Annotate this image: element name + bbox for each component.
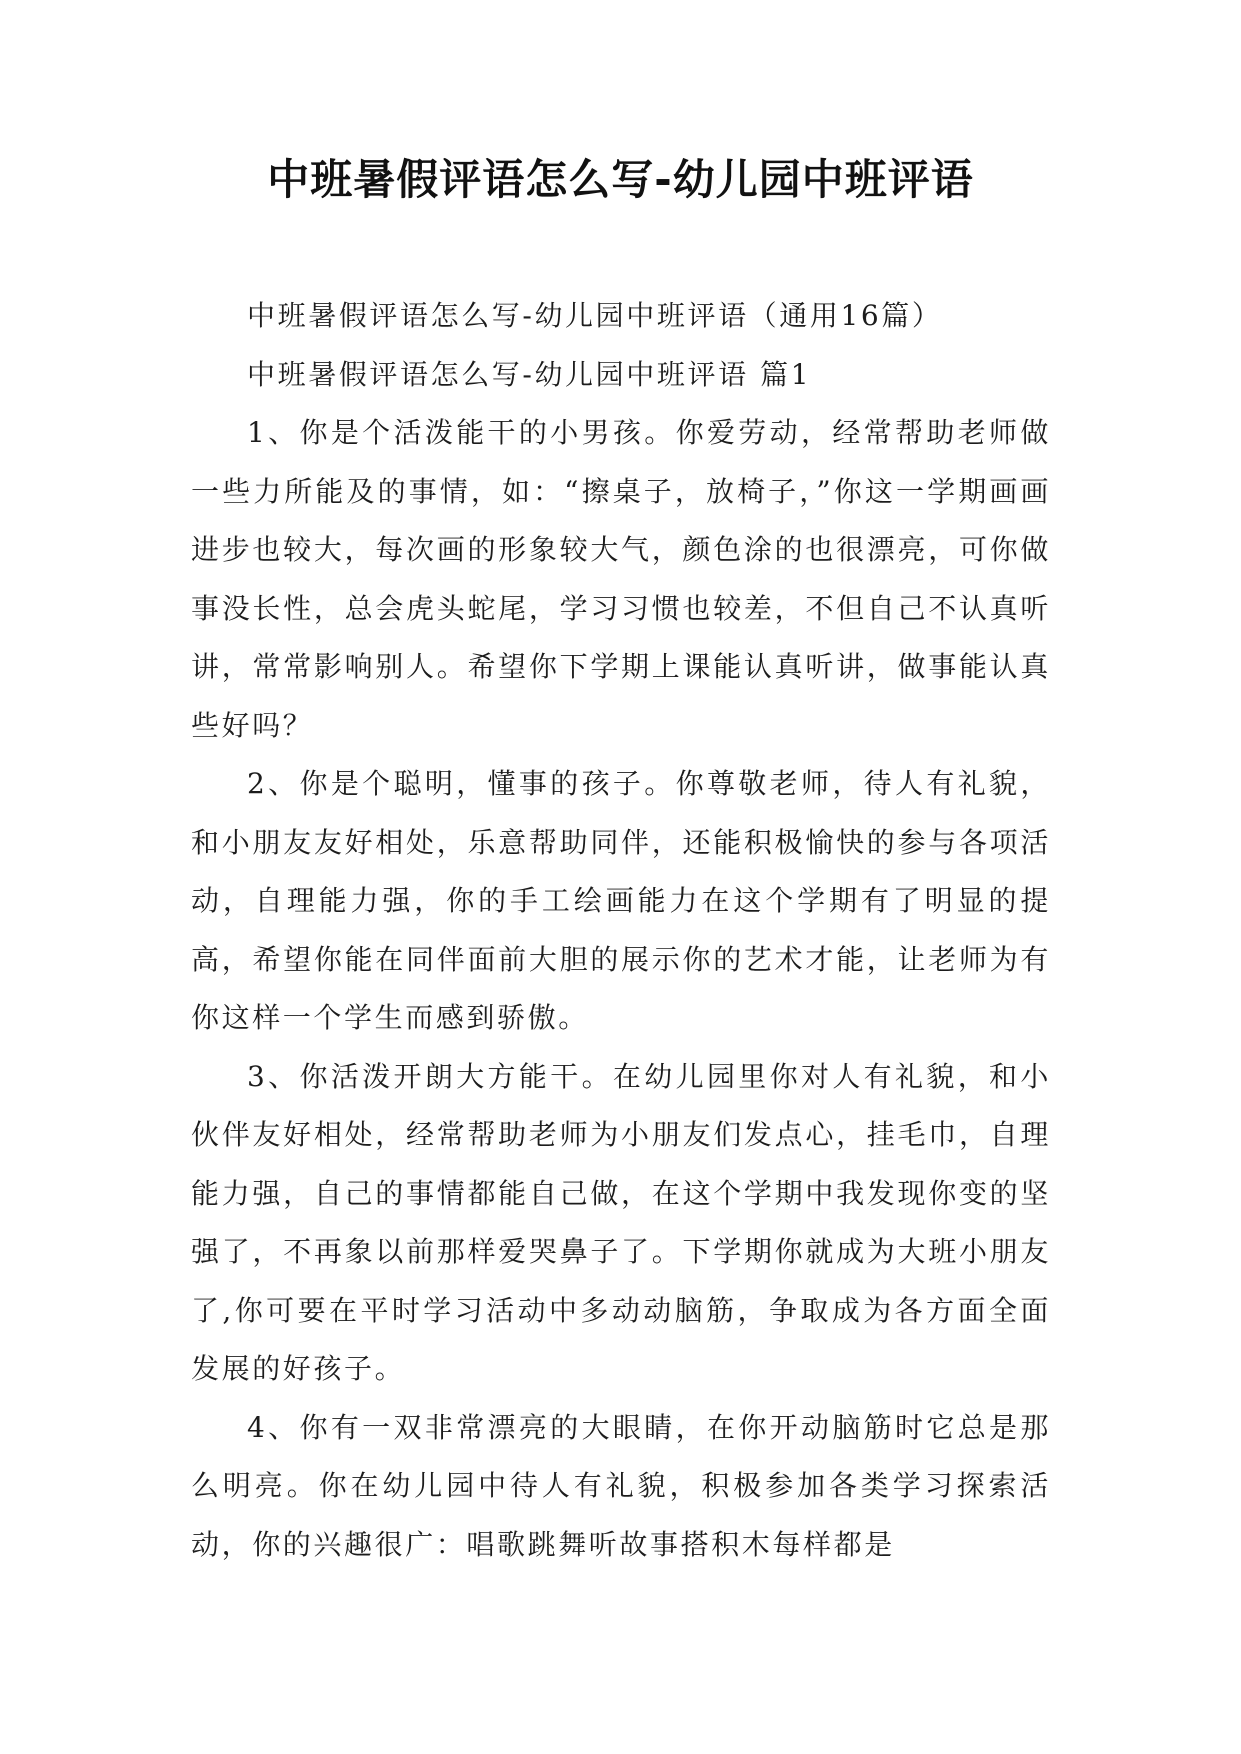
- section-heading: 中班暑假评语怎么写-幼儿园中班评语 篇1: [247, 357, 812, 391]
- document-body: [191, 287, 1051, 1574]
- paragraph-4: 4、你有一双非常漂亮的大眼睛，在你开动脑筋时它总是那么明亮。你在幼儿园中待人有礼貌，积极参加各类学习探索活动，你的兴趣很广：唱歌跳舞听故事搭积木每样都是: [191, 1410, 1051, 1561]
- document-title: 中班暑假评语怎么写-幼儿园中班评语: [267, 155, 974, 204]
- paragraph-1: 1、你是个活泼能干的小男孩。你爱劳动，经常帮助老师做一些力所能及的事情，如：“擦桌子，放椅子，”你这一学期画画进步也较大，每次画的形象较大气，颜色涂的也很漂亮，可你做事没长性，总会虎头蛇尾，学习习惯也较差，不但自己不认真听讲，常常影响别人。希望你下学期上课能认真听讲，做事能认真些好吗？: [191, 416, 1051, 742]
- paragraph-3: 3、你活泼开朗大方能干。在幼儿园里你对人有礼貌，和小伙伴友好相处，经常帮助老师为小朋友们发点心，挂毛巾，自理能力强，自己的事情都能自己做，在这个学期中我发现你变的坚强了，不再象以前那样爱哭鼻子了。下学期你就成为大班小朋友了,你可要在平时学习活动中多动动脑筋，争取成为各方面全面发展的好孩子。: [191, 1059, 1051, 1385]
- paragraph-2: 2、你是个聪明，懂事的孩子。你尊敬老师，待人有礼貌，和小朋友友好相处，乐意帮助同伴，还能积极愉快的参与各项活动，自理能力强，你的手工绘画能力在这个学期有了明显的提高，希望你能在同伴面前大胆的展示你的艺术才能，让老师为有你这样一个学生而感到骄傲。: [191, 767, 1051, 1034]
- document-subtitle: 中班暑假评语怎么写-幼儿园中班评语（通用16篇）: [247, 299, 943, 332]
